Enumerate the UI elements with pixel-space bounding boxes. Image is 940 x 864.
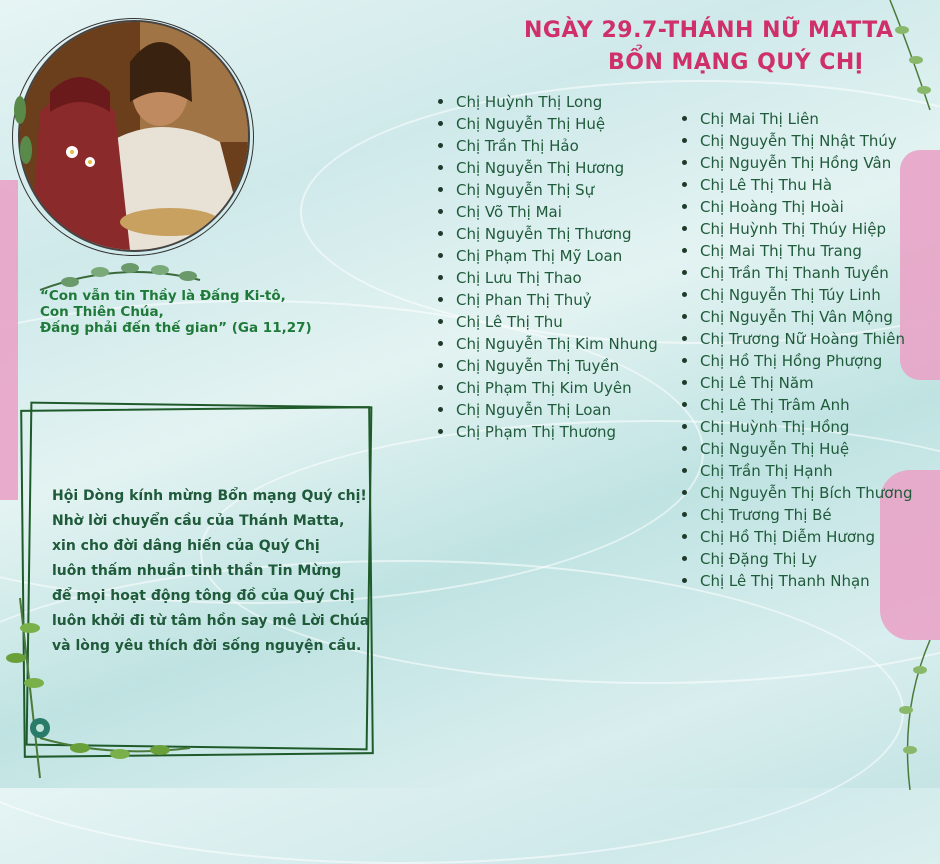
list-item: Chị Trương Nữ Hoàng Thiên (682, 328, 913, 350)
quote-line-1: “Con vẫn tin Thầy là Đấng Ki-tô, (40, 288, 286, 304)
list-item: Chị Nguyễn Thị Vân Mộng (682, 306, 913, 328)
blessing-line: Hội Dòng kính mừng Bổn mạng Quý chị! (52, 488, 367, 504)
list-item: Chị Phạm Thị Kim Uyên (438, 377, 658, 399)
list-item: Chị Mai Thị Thu Trang (682, 240, 913, 262)
list-item: Chị Nguyễn Thị Tuyền (438, 355, 658, 377)
list-item: Chị Hoàng Thị Hoài (682, 196, 913, 218)
names-list-left (438, 91, 658, 443)
scripture-quote (40, 288, 312, 336)
list-item: Chị Lê Thị Thu Hà (682, 174, 913, 196)
list-item: Chị Nguyễn Thị Hương (438, 157, 658, 179)
list-item: Chị Huỳnh Thị Thúy Hiệp (682, 218, 913, 240)
list-item: Chị Lê Thị Thanh Nhạn (682, 570, 913, 592)
list-item: Chị Lưu Thị Thao (438, 267, 658, 289)
list-item: Chị Lê Thị Trâm Anh (682, 394, 913, 416)
list-item: Chị Phạm Thị Thương (438, 421, 658, 443)
flower-icon (52, 132, 112, 192)
list-item: Chị Trần Thị Thanh Tuyền (682, 262, 913, 284)
list-item: Chị Lê Thị Thu (438, 311, 658, 333)
list-item: Chị Phạm Thị Mỹ Loan (438, 245, 658, 267)
list-item: Chị Nguyễn Thị Kim Nhung (438, 333, 658, 355)
list-item: Chị Nguyễn Thị Loan (438, 399, 658, 421)
title-line-2: BỔN MẠNG QUÝ CHỊ (608, 50, 864, 75)
list-item: Chị Đặng Thị Ly (682, 548, 913, 570)
list-item: Chị Phan Thị Thuỷ (438, 289, 658, 311)
list-item: Chị Trương Thị Bé (682, 504, 913, 526)
blessing-line: luôn thấm nhuần tinh thần Tin Mừng (52, 563, 342, 579)
list-item: Chị Huỳnh Thị Hồng (682, 416, 913, 438)
list-item: Chị Nguyễn Thị Huệ (682, 438, 913, 460)
list-item: Chị Trần Thị Hạnh (682, 460, 913, 482)
quote-line-2: Con Thiên Chúa, (40, 304, 164, 320)
quote-line-3: Đấng phải đến thế gian” (Ga 11,27) (40, 320, 312, 336)
blessing-line: xin cho đời dâng hiến của Quý Chị (52, 538, 320, 554)
blessing-line: Nhờ lời chuyển cầu của Thánh Matta, (52, 513, 345, 529)
names-list-right (682, 108, 913, 592)
list-item: Chị Huỳnh Thị Long (438, 91, 658, 113)
list-item: Chị Nguyễn Thị Nhật Thúy (682, 130, 913, 152)
list-item: Chị Hồ Thị Hồng Phượng (682, 350, 913, 372)
blessing-line: để mọi hoạt động tông đồ của Quý Chị (52, 588, 355, 604)
list-item: Chị Hồ Thị Diễm Hương (682, 526, 913, 548)
title-line-1: NGÀY 29.7-THÁNH NỮ MATTA (524, 18, 894, 43)
blessing-line: và lòng yêu thích đời sống nguyện cầu. (52, 638, 362, 654)
leaf-vine-icon (880, 0, 940, 120)
list-item: Chị Võ Thị Mai (438, 201, 658, 223)
list-item: Chị Lê Thị Năm (682, 372, 913, 394)
list-item: Chị Nguyễn Thị Huệ (438, 113, 658, 135)
blessing-line: luôn khởi đi từ tâm hồn say mê Lời Chúa (52, 613, 370, 629)
list-item: Chị Nguyễn Thị Hồng Vân (682, 152, 913, 174)
leaf-vine-icon (0, 588, 200, 788)
list-item: Chị Mai Thị Liên (682, 108, 913, 130)
list-item: Chị Nguyễn Thị Sự (438, 179, 658, 201)
list-item: Chị Nguyễn Thị Bích Thương (682, 482, 913, 504)
list-item: Chị Nguyễn Thị Thương (438, 223, 658, 245)
list-item: Chị Nguyễn Thị Túy Linh (682, 284, 913, 306)
leaf-vine-icon (880, 640, 940, 790)
list-item: Chị Trần Thị Hảo (438, 135, 658, 157)
